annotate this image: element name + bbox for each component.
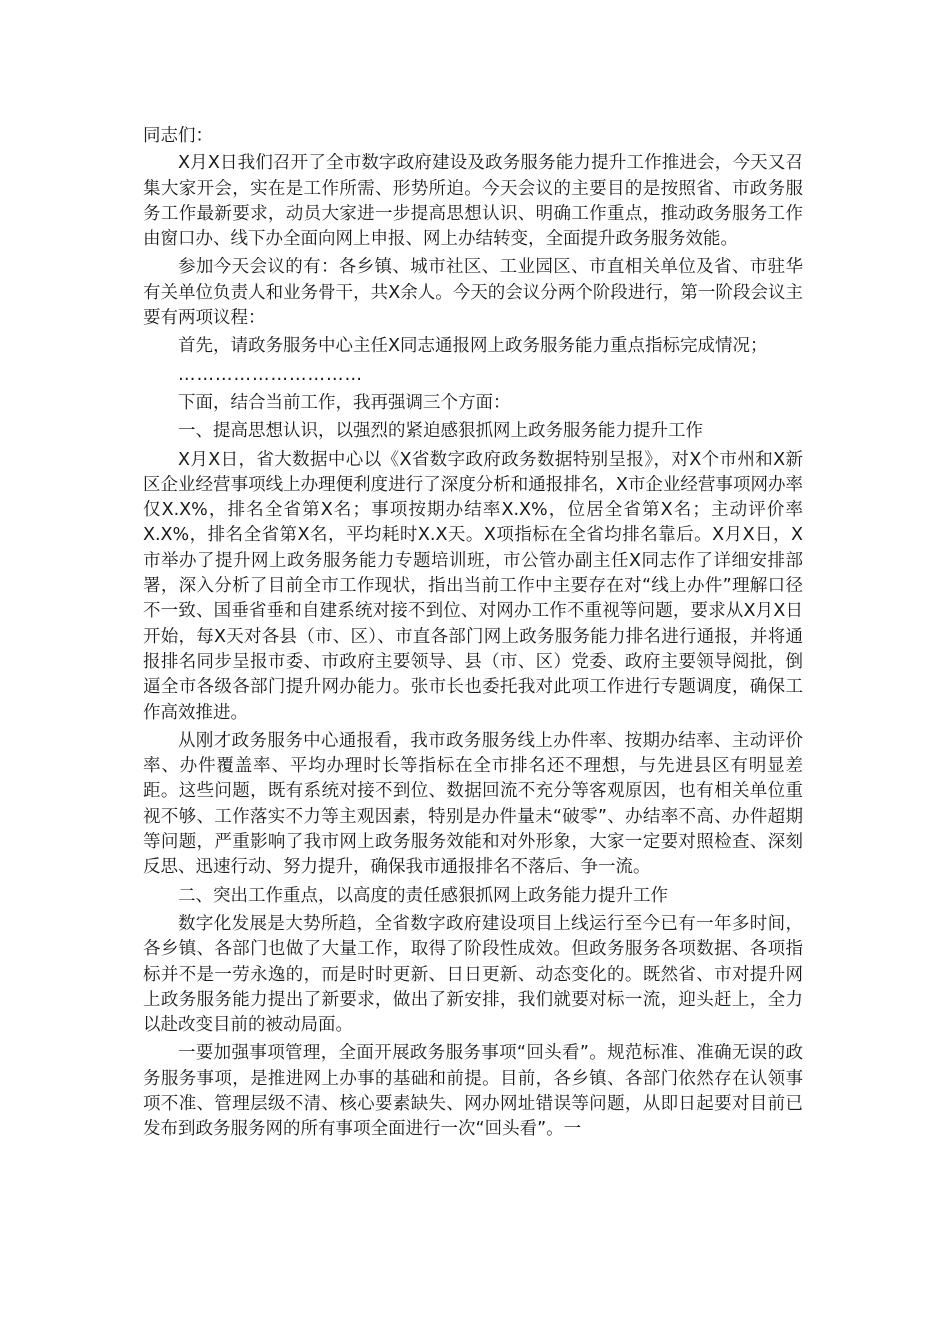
paragraph-three-aspects: 下面，结合当前工作，我再强调三个方面： [178,392,511,413]
paragraph-city-ranking: 从刚才政务服务中心通报看，我市政务服务线上办件率、按期办结率、主动评价率、办件覆盖率、平均办理时长等指标在全市排名还不理想，与先进县区有明显差距。这些问题，既有系统对接不到位、数据回流不充分等客观原因，也有相关单位重视不够、工作落实不力等主观因素，特别是办件量未“破零”、办结率不高、办件超期等问题，严重影响了我市网上政务服务效能和对外形象，大家一定要对照检查、深刻反思、迅速行动、努力提升，确保我市通报排名不落后、争一流。 [143,730,803,878]
ellipsis-line: ………………………… [178,364,363,385]
paragraph-agenda-first: 首先，请政务服务中心主任X同志通报网上政务服务能力重点指标完成情况； [178,336,768,357]
paragraph-meeting-intro: X月X日我们召开了全市数字政府建设及政务服务能力提升工作推进会，今天又召集大家开会，实在是工作所需、形势所迫。今天会议的主要目的是按照省、市政务服务工作最新要求，动员大家进一步提高思想认识、明确工作重点，推动政务服务工作由窗口办、线下办全面向网上申报、网上办结转变，全面提升政务服务效能。 [143,153,803,250]
paragraph-item-management: 一要加强事项管理，全面开展政务服务事项“回头看”。规范标准、准确无误的政务服务事项，是推进网上办事的基础和前提。目前，各乡镇、各部门依然存在认领事项不准、管理层级不清、核心要素缺失、网办网址错误等问题，从即日起要对目前已发布到政务服务网的所有事项全面进行一次“回头看”。一 [143,1043,803,1140]
paragraph-digital-trend: 数字化发展是大势所趋，全省数字政府建设项目上线运行至今已有一年多时间，各乡镇、各部门也做了大量工作，取得了阶段性成效。但政务服务各项数据、各项指标并不是一劳永逸的，而是时时更新、日日更新、动态变化的。既然省、市对提升网上政务服务能力提出了新要求，做出了新安排，我们就要对标一流，迎头赶上，全力以赴改变目前的被动局面。 [143,913,803,1036]
document-body [143,124,803,1146]
paragraph-attendees: 参加今天会议的有：各乡镇、城市社区、工业园区、市直相关单位及省、市驻华有关单位负责人和业务骨干，共X余人。今天的会议分两个阶段进行，第一阶段会议主要有两项议程： [143,257,803,329]
paragraph-provincial-report: X月X日，省大数据中心以《X省数字政府政务数据特别呈报》，对X个市州和X新区企业经营事项线上办理便利度进行了深度分析和通报排名，X市企业经营事项网办率仅X.X%，排名全省第X名；事项按期办结率X.X%，位居全省第X名；主动评价率X.X%，排名全省第X名，平均耗时X.X天。X项指标在全省均排名靠后。X月X日，X市举办了提升网上政务服务能力专题培训班，市公管办副主任X同志作了详细安排部署，深入分析了目前全市工作现状，指出当前工作中主要存在对“线上办件”理解口径不一致、国垂省垂和自建系统对接不到位、对网办工作不重视等问题，要求从X月X日开始，每X天对各县（市、区）、市直各部门网上政务服务能力排名进行通报，并将通报排名同步呈报市委、市政府主要领导、县（市、区）党委、政府主要领导阅批，倒逼全市各级各部门提升网办能力。张市长也委托我对此项工作进行专题调度，确保工作高效推进。 [143,449,803,723]
greeting: 同志们： [143,126,213,146]
section-heading-2: 二、突出工作重点，以高度的责任感狠抓网上政务能力提升工作 [178,885,668,906]
section-heading-1: 一、提高思想认识，以强烈的紧迫感狠抓网上政务服务能力提升工作 [178,421,703,442]
